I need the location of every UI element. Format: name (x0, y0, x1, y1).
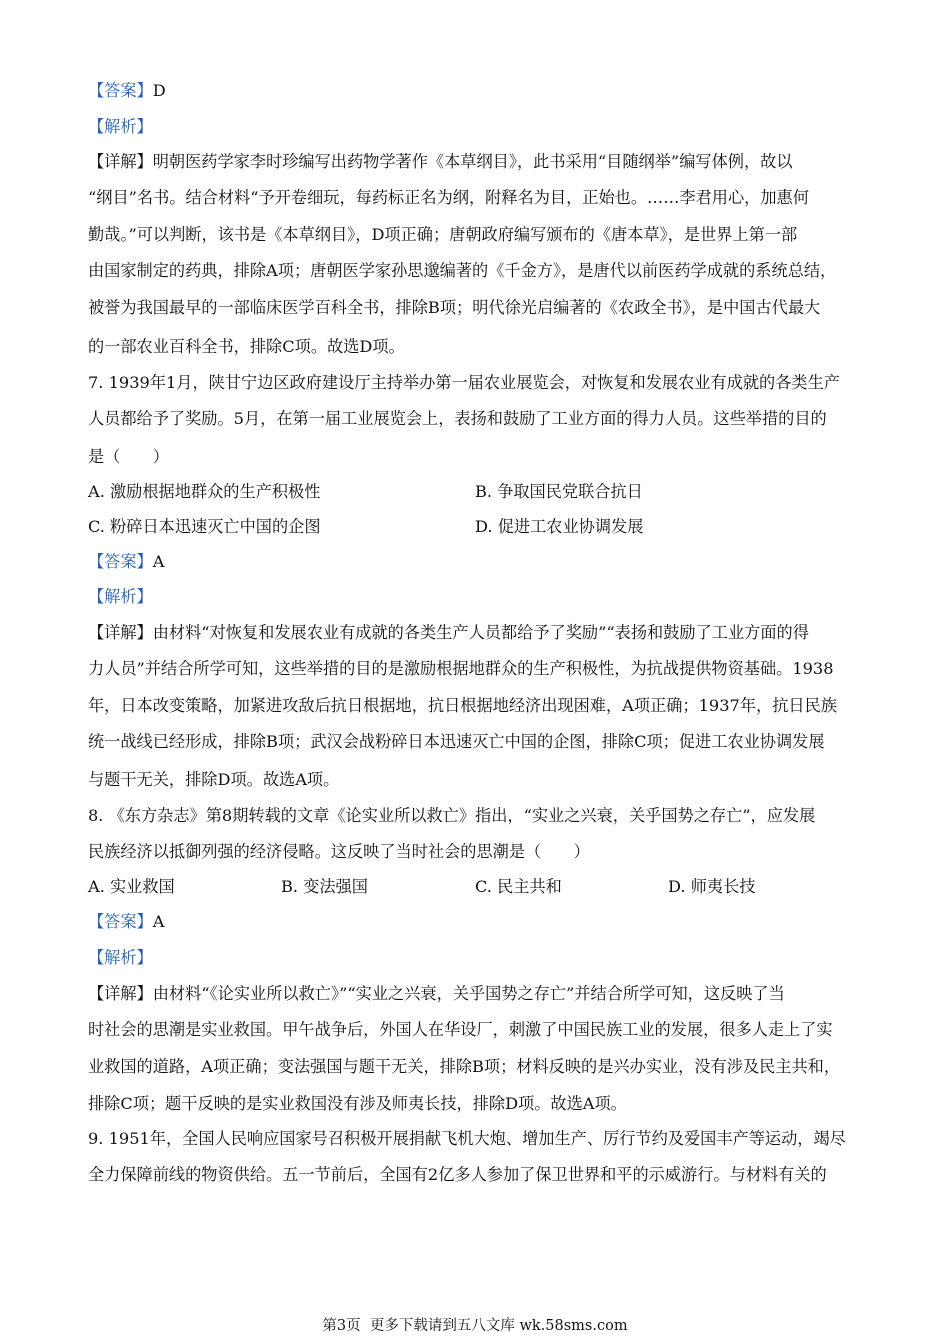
analysis-tag: 【解析】 (88, 948, 153, 967)
text-line: 力人员”并结合所学可知，这些举措的目的是激励根据地群众的生产积极性，为抗战提供物资基础。1938 (88, 659, 834, 678)
detail-tag: 【详解】 (88, 623, 153, 642)
option-d: D. 促进工农业协调发展 (475, 517, 644, 536)
option-a: A. 激励根据地群众的生产积极性 (88, 482, 321, 501)
answer-tag: 【答案】 (88, 81, 153, 100)
option-b: B. 变法强国 (281, 877, 368, 896)
text-line: 业救国的道路，A项正确；变法强国与题干无关，排除B项；材料反映的是兴办实业，没有涉及民主共和， (88, 1057, 841, 1076)
answer-value: A (152, 912, 165, 931)
text-line: 统一战线已经形成，排除B项；武汉会战粉碎日本迅速灭亡中国的企图，排除C项；促进工农业协调发展 (88, 732, 825, 751)
answer-line-q8 (88, 911, 164, 933)
answer-line-q6 (88, 80, 166, 102)
detail-tag: 【详解】 (88, 152, 153, 171)
text-line: 被誉为我国最早的一部临床医学百科全书，排除B项；明代徐光启编著的《农政全书》，是中国古代最大 (88, 298, 821, 317)
question-9-stem: 全力保障前线的物资供给。五一节前后，全国有2亿多人参加了保卫世界和平的示威游行。与材料有关的 (88, 1165, 827, 1184)
option-c: C. 粉碎日本迅速灭亡中国的企图 (88, 517, 321, 536)
option-d: D. 师夷长技 (668, 877, 756, 896)
text-line: 年，日本改变策略，加紧进攻敌后抗日根据地，抗日根据地经济出现困难，A项正确；1937年，抗日民族 (88, 696, 837, 715)
detail-line: 【详解】由材料“对恢复和发展农业有成就的各类生产人员都给予了奖励”“表扬和鼓励了工业方面的得 (88, 623, 809, 642)
page-footer: 第3页 更多下载请到五八文库 wk.58sms.com (322, 1318, 628, 1334)
text-line: 与题干无关，排除D项。故选A项。 (88, 770, 340, 789)
question-9-stem: 9. 1951年，全国人民响应国家号召积极开展捐献飞机大炮、增加生产、厉行节约及爱国丰产等运动，竭尽 (88, 1129, 846, 1148)
option-b: B. 争取国民党联合抗日 (475, 482, 643, 501)
question-8-stem: 8. 《东方杂志》第8期转载的文章《论实业所以救亡》指出，“实业之兴衰，关乎国势之存亡”，应发展 (88, 806, 816, 825)
analysis-tag: 【解析】 (88, 587, 153, 606)
detail-line: 【详解】明朝医药学家李时珍编写出药物学著作《本草纲目》，此书采用“目随纲举”编写体例，故以 (88, 152, 793, 171)
text-line: 的一部农业百科全书，排除C项。故选D项。 (88, 337, 405, 356)
answer-line-q7 (88, 551, 164, 573)
answer-value: A (152, 552, 165, 571)
question-7-stem: 7. 1939年1月，陕甘宁边区政府建设厅主持举办第一届农业展览会，对恢复和发展农业有成就的各类生产 (88, 373, 840, 392)
text-line: 排除C项；题干反映的是实业救国没有涉及师夷长技，排除D项。故选A项。 (88, 1094, 627, 1113)
option-c: C. 民主共和 (475, 877, 562, 896)
question-7-stem: 人员都给予了奖励。5月，在第一届工业展览会上，表扬和鼓励了工业方面的得力人员。这些举措的目的 (88, 409, 827, 428)
answer-tag: 【答案】 (88, 912, 153, 931)
text-line: 由国家制定的药典，排除A项；唐朝医学家孙思邈编著的《千金方》，是唐代以前医药学成就的系统总结， (88, 261, 837, 280)
detail-line: 【详解】由材料“《论实业所以救亡》”“实业之兴衰，关乎国势之存亡”并结合所学可知，这反映了当 (88, 984, 785, 1003)
analysis-tag: 【解析】 (88, 117, 153, 136)
answer-value: D (152, 81, 166, 100)
text-line: “纲目”名书。结合材料“予开卷细玩，每药标正名为纲，附释名为目，正始也。……李君用心，加惠何 (88, 188, 809, 207)
text-line: 勤哉。”可以判断，该书是《本草纲目》，D项正确；唐朝政府编写颁布的《唐本草》，是世界上第一部 (88, 225, 798, 244)
answer-tag: 【答案】 (88, 552, 153, 571)
text-line: 时社会的思潮是实业救国。甲午战争后，外国人在华设厂，刺激了中国民族工业的发展，很多人走上了实 (88, 1020, 833, 1039)
detail-tag: 【详解】 (88, 984, 153, 1003)
option-a: A. 实业救国 (88, 877, 175, 896)
question-7-stem: 是（ ） (88, 447, 169, 466)
question-8-stem: 民族经济以抵御列强的经济侵略。这反映了当时社会的思潮是（ ） (88, 842, 590, 861)
